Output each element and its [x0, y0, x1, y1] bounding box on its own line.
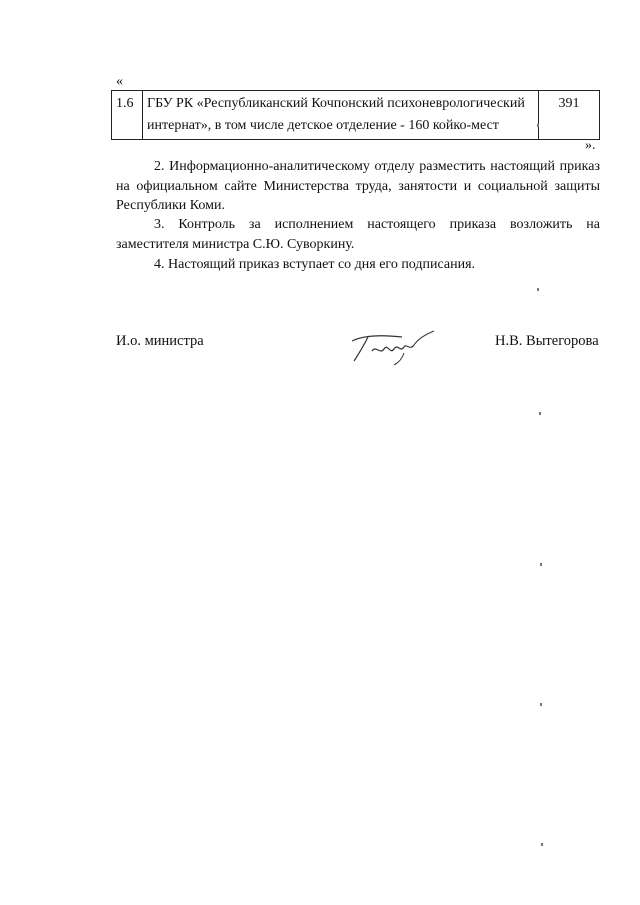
closing-quote: ». [585, 138, 596, 153]
paragraph-2: 2. Информационно-аналитическому отделу разместить настоящий приказ на официальном сайте Министерства труда, занятости и социальной защиты Республики Коми. [116, 159, 600, 213]
scan-speck [537, 124, 539, 127]
paragraph-4: 4. Настоящий приказ вступает со дня его подписания. [154, 257, 476, 272]
scan-speck [537, 288, 539, 291]
signer-name: Н.В. Вытегорова [495, 333, 599, 349]
scan-speck [539, 412, 541, 415]
amendment-table [111, 90, 600, 140]
table-row [112, 91, 600, 140]
row-number: 1.6 [112, 91, 143, 140]
scan-speck [541, 843, 543, 846]
paragraph-3: 3. Контроль за исполнением настоящего приказа возложить на заместителя министра С.Ю. Суворкину. [116, 217, 600, 252]
scan-speck [540, 703, 542, 706]
signer-position: И.о. министра [116, 333, 204, 349]
bed-count: 391 [539, 91, 600, 140]
opening-quote: « [116, 74, 123, 89]
handwritten-signature [344, 313, 444, 373]
scan-speck [540, 563, 542, 566]
institution-text: ГБУ РК «Республиканский Кочпонский психоневрологический интернат», в том числе детское отделение - 160 койко-мест [143, 91, 539, 140]
